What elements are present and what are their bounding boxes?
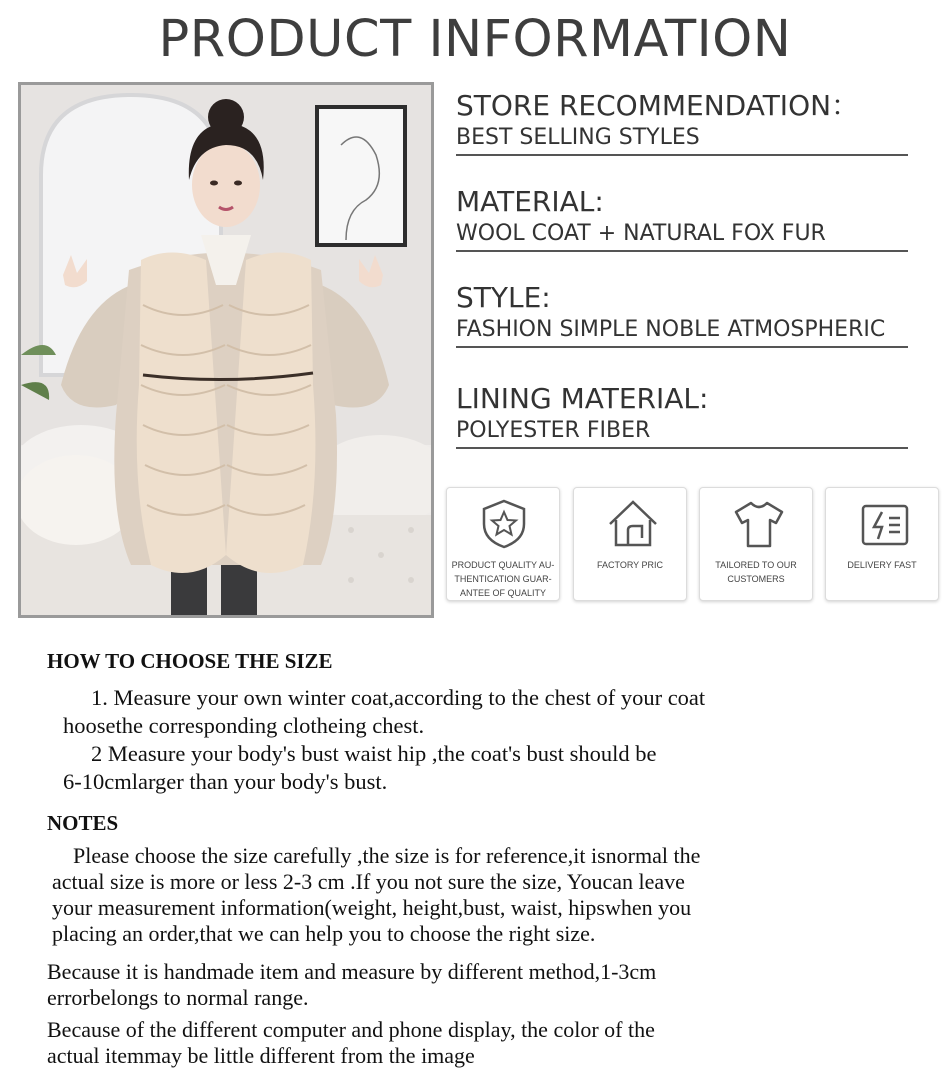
- product-photo: [18, 82, 434, 618]
- feature-label-line: ANTEE OF QUALITY: [459, 588, 546, 598]
- spec-store-recommendation: [456, 89, 908, 156]
- spec-value: WOOL COAT + NATURAL FOX FUR: [456, 219, 908, 252]
- spec-label: MATERIAL:: [456, 185, 604, 218]
- notes-extra-line: Because of the different computer and phone display, the color of the: [47, 1017, 655, 1042]
- notes-extra-line: errorbelongs to normal range.: [47, 985, 309, 1010]
- notes-extra-line: actual itemmay be little different from the image: [47, 1043, 475, 1068]
- feature-label-line: CUSTOMERS: [727, 574, 785, 584]
- size-guide-heading: HOW TO CHOOSE THE SIZE: [47, 649, 333, 673]
- spec-value: BEST SELLING STYLES: [456, 123, 908, 156]
- feature-label-line: THENTICATION GUAR-: [454, 574, 552, 584]
- tshirt-icon: [732, 498, 786, 550]
- feature-card-delivery: [825, 487, 939, 601]
- page-title: PRODUCT INFORMATION: [158, 10, 792, 69]
- feature-label-line: PRODUCT QUALITY AU-: [451, 560, 555, 570]
- size-guide-line: 1. Measure your own winter coat,according to the chest of your coat: [91, 685, 706, 710]
- notes-line: your measurement information(weight, height,bust, waist, hipswhen you: [52, 895, 692, 920]
- notes-line: actual size is more or less 2-3 cm .If you not sure the size, Youcan leave: [52, 869, 685, 894]
- spec-label: STORE RECOMMENDATION：: [456, 89, 860, 122]
- feature-card-quality: [446, 487, 560, 601]
- size-guide-line: 6-10cmlarger than your body's bust.: [63, 769, 388, 794]
- notes-line: placing an order,that we can help you to choose the right size.: [52, 921, 596, 946]
- spec-label: LINING MATERIAL:: [456, 382, 709, 415]
- shield-star-icon: [479, 498, 529, 550]
- spec-value: FASHION SIMPLE NOBLE ATMOSPHERIC: [456, 315, 908, 348]
- spec-lining-material: [456, 382, 908, 449]
- spec-value: POLYESTER FIBER: [456, 416, 908, 449]
- lightning-card-icon: [858, 498, 912, 550]
- feature-card-factory: [573, 487, 687, 601]
- house-icon: [606, 498, 660, 550]
- notes-extra-line: Because it is handmade item and measure by different method,1-3cm: [47, 959, 657, 984]
- spec-material: [456, 185, 908, 252]
- size-guide-line: 2 Measure your body's bust waist hip ,the coat's bust should be: [91, 741, 657, 766]
- feature-card-tailored: [699, 487, 813, 601]
- size-guide-line: hoosethe corresponding clotheing chest.: [63, 713, 425, 738]
- spec-label: STYLE:: [456, 281, 551, 314]
- feature-label-line: DELIVERY FAST: [847, 560, 917, 570]
- feature-label-line: FACTORY PRIC: [596, 560, 664, 570]
- notes-heading: NOTES: [47, 811, 119, 835]
- notes-line: Please choose the size carefully ,the size is for reference,it isnormal the: [73, 843, 701, 868]
- spec-style: [456, 281, 908, 348]
- feature-label-line: TAILORED TO OUR: [715, 560, 797, 570]
